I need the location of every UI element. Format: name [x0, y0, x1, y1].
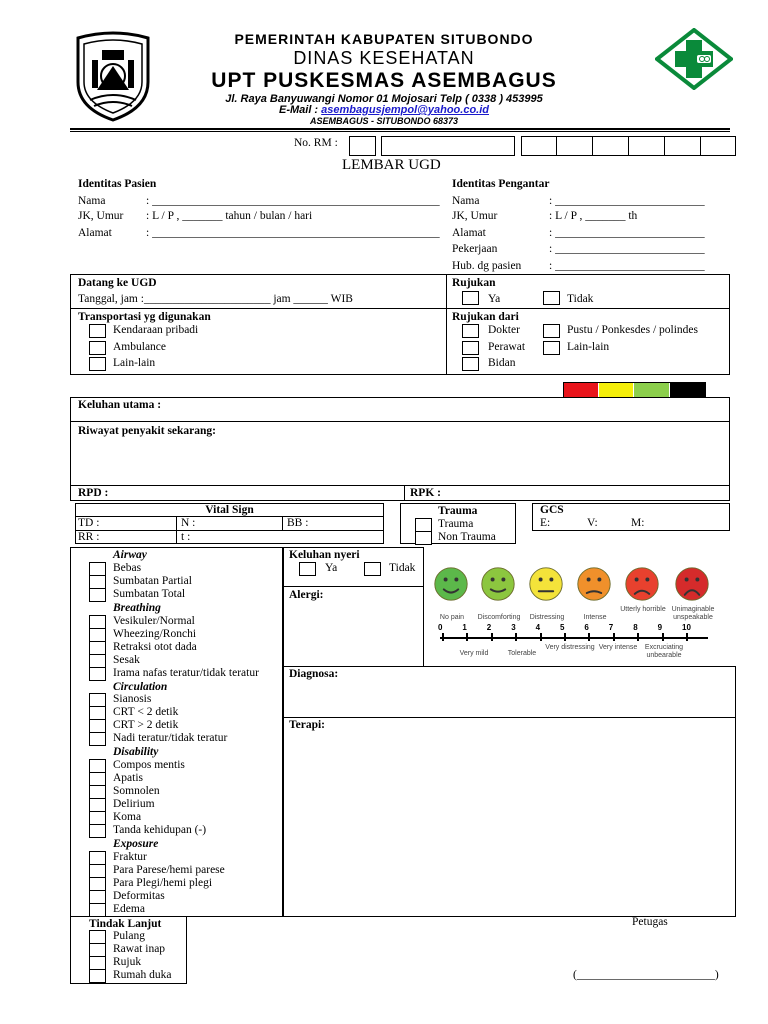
escort-job-label: Pekerjaan — [452, 243, 498, 255]
followup-title: Tindak Lanjut — [89, 918, 162, 930]
exposure-checkbox-4[interactable] — [89, 903, 106, 917]
pain-scale-tick — [588, 633, 590, 641]
escort-jk-label: JK, Umur — [452, 210, 498, 222]
main-complaint-label: Keluhan utama : — [78, 399, 162, 411]
circulation-option-label: Sianosis — [113, 693, 152, 705]
transport-ambulance-checkbox[interactable] — [89, 341, 106, 355]
disability-option-label: Compos mentis — [113, 759, 185, 771]
circulation-checkbox-0[interactable] — [89, 693, 106, 707]
pain-face-0-icon[interactable] — [433, 566, 473, 606]
pain-scale-lower-label: Very distressing — [545, 644, 595, 651]
pain-scale-tick — [515, 633, 517, 641]
breathing-checkbox-1[interactable] — [89, 628, 106, 642]
trauma-checkbox[interactable] — [415, 518, 432, 532]
transport-other-label: Lain-lain — [113, 357, 156, 369]
pain-scale-tick — [466, 633, 468, 641]
transport-private-checkbox[interactable] — [89, 324, 106, 338]
header-puskesmas: UPT PUSKESMAS ASEMBAGUS — [211, 69, 557, 92]
arrival-date-field[interactable]: Tanggal, jam :______________________ jam ______ WIB — [78, 293, 353, 305]
escort-section-title: Identitas Pengantar — [452, 178, 550, 190]
referral-no-checkbox[interactable] — [543, 291, 560, 305]
diagnosa-box[interactable] — [282, 666, 736, 718]
patient-name-field[interactable]: : __________________________________________________ — [146, 195, 440, 207]
escort-job-field[interactable]: : __________________________ — [549, 243, 705, 255]
assessment-heading-exposure: Exposure — [113, 838, 159, 850]
trauma-label: Trauma — [438, 518, 474, 530]
rpd-label: RPD : — [78, 487, 109, 499]
exposure-checkbox-3[interactable] — [89, 890, 106, 904]
triage-green[interactable] — [634, 383, 669, 397]
circulation-option-label: CRT < 2 detik — [113, 706, 179, 718]
disability-checkbox-3[interactable] — [89, 798, 106, 812]
pain-scale-number: 6 — [584, 623, 589, 632]
pain-scale-number: 4 — [535, 623, 541, 632]
pain-yes-label: Ya — [325, 562, 338, 574]
circulation-option-label: CRT > 2 detik — [113, 719, 179, 731]
header-divider-bottom — [70, 131, 730, 132]
rpd-divider — [70, 485, 730, 486]
alergi-label: Alergi: — [289, 589, 324, 601]
pain-scale-tick — [564, 633, 566, 641]
escort-address-label: Alamat — [452, 227, 486, 239]
pain-scale-number: 10 — [682, 623, 691, 632]
pain-scale-tick — [540, 633, 542, 641]
header-department: DINAS KESEHATAN — [293, 48, 475, 68]
exposure-option-label: Edema — [113, 903, 145, 915]
assessment-heading-airway: Airway — [113, 549, 147, 561]
triage-color-bar — [563, 382, 706, 398]
circulation-checkbox-1[interactable] — [89, 706, 106, 720]
escort-address-field[interactable]: : __________________________ — [549, 227, 705, 239]
pain-scale-lower-label: Excruciating unbearable — [644, 644, 684, 659]
referral-pustu-label: Pustu / Ponkesdes / polindes — [567, 324, 698, 336]
pain-scale-lower-label: Very mild — [459, 650, 489, 657]
escort-name-field[interactable]: : __________________________ — [549, 195, 705, 207]
n-label[interactable]: N : — [181, 517, 196, 529]
vital-sign-title: Vital Sign — [205, 504, 254, 516]
followup-refer-label: Rujuk — [113, 956, 142, 968]
header-government: PEMERINTAH KABUPATEN SITUBONDO — [234, 31, 534, 47]
disability-option-label: Somnolen — [113, 785, 160, 797]
vital-row-divider — [75, 530, 384, 531]
gcs-e[interactable]: E: — [540, 517, 551, 529]
arrival-row-divider — [70, 308, 730, 309]
transport-private-label: Kendaraan pribadi — [113, 324, 199, 336]
referral-pustu-checkbox[interactable] — [543, 324, 560, 338]
officer-signature-field[interactable]: (________________________) — [573, 969, 719, 981]
header-divider-top — [70, 128, 730, 130]
referral-doctor-checkbox[interactable] — [462, 324, 479, 338]
circulation-option-label: Nadi teratur/tidak teratur — [113, 732, 228, 744]
diagnosa-label: Diagnosa: — [289, 668, 339, 680]
breathing-checkbox-2[interactable] — [89, 641, 106, 655]
escort-name-label: Nama — [452, 195, 480, 207]
disability-option-label: Apatis — [113, 772, 144, 784]
followup-refer-checkbox[interactable] — [89, 956, 106, 970]
pain-scale-number: 8 — [633, 623, 638, 632]
pain-scale-number: 3 — [511, 623, 516, 632]
airway-option-label: Sumbatan Partial — [113, 575, 192, 587]
pain-face-label: No pain — [439, 614, 465, 621]
terapi-label: Terapi: — [289, 719, 325, 731]
terapi-box[interactable] — [282, 717, 736, 917]
no-rm-field-2[interactable] — [381, 136, 515, 156]
bb-label[interactable]: BB : — [287, 517, 309, 529]
rpd-rpk-divider — [404, 485, 405, 501]
pain-scale-number: 7 — [608, 623, 614, 632]
breathing-option-label: Irama nafas teratur/tidak teratur — [113, 667, 259, 679]
pain-scale-tick — [686, 633, 688, 641]
referral-yes-label: Ya — [488, 293, 501, 305]
exposure-checkbox-0[interactable] — [89, 851, 106, 865]
transport-ambulance-label: Ambulance — [113, 341, 167, 353]
email-link[interactable]: asembagusjempol@yahoo.co.id — [321, 104, 489, 116]
escort-relation-field[interactable]: : __________________________ — [549, 260, 705, 272]
exposure-checkbox-2[interactable] — [89, 877, 106, 891]
pain-scale — [428, 562, 728, 664]
airway-option-label: Sumbatan Total — [113, 588, 186, 600]
rr-label[interactable]: RR : — [78, 531, 100, 543]
non-trauma-label: Non Trauma — [438, 531, 496, 543]
pain-scale-number: 1 — [462, 623, 467, 632]
pain-scale-line — [440, 637, 708, 639]
pain-scale-tick — [442, 633, 444, 641]
disability-checkbox-1[interactable] — [89, 772, 106, 786]
pain-face-label: Intense — [583, 614, 607, 621]
pain-face-label: Unimaginable unspeakable — [671, 606, 715, 621]
breathing-option-label: Sesak — [113, 654, 140, 666]
patient-address-field[interactable]: : __________________________________________________ — [146, 227, 440, 239]
breathing-checkbox-0[interactable] — [89, 615, 106, 629]
circulation-checkbox-2[interactable] — [89, 719, 106, 733]
airway-checkbox-0[interactable] — [89, 562, 106, 576]
header-address: Jl. Raya Banyuwangi Nomor 01 Mojosari Telp ( 0338 ) 453995 — [225, 93, 543, 105]
disability-option-label: Tanda kehidupan (-) — [113, 824, 207, 836]
officer-label: Petugas — [632, 916, 668, 928]
exposure-option-label: Para Plegi/hemi plegi — [113, 877, 213, 889]
vital-col-divider-1 — [176, 516, 177, 544]
exposure-checkbox-1[interactable] — [89, 864, 106, 878]
breathing-option-label: Retraksi otot dada — [113, 641, 197, 653]
pain-scale-tick — [613, 633, 615, 641]
pain-scale-lower-label: Tolerable — [507, 650, 537, 657]
pain-scale-tick — [662, 633, 664, 641]
email-label: E-Mail : — [278, 104, 319, 116]
arrival-title: Datang ke UGD — [78, 277, 157, 289]
escort-relation-label: Hub. dg pasien — [452, 260, 522, 272]
airway-checkbox-1[interactable] — [89, 575, 106, 589]
complaints-divider — [70, 421, 730, 422]
pain-scale-tick — [637, 633, 639, 641]
pain-face-1-icon[interactable] — [480, 566, 520, 606]
disability-checkbox-0[interactable] — [89, 759, 106, 773]
airway-checkbox-2[interactable] — [89, 588, 106, 602]
pain-scale-lower-label: Very intense — [598, 644, 638, 651]
circulation-checkbox-3[interactable] — [89, 732, 106, 746]
patient-jk-label: JK, Umur — [78, 210, 124, 222]
pain-title: Keluhan nyeri — [289, 549, 360, 561]
disability-checkbox-4[interactable] — [89, 811, 106, 825]
pain-yes-checkbox[interactable] — [299, 562, 316, 576]
pain-face-4-icon[interactable] — [624, 566, 664, 606]
followup-home-label: Pulang — [113, 930, 145, 942]
referral-other-checkbox[interactable] — [543, 341, 560, 355]
transport-other-checkbox[interactable] — [89, 357, 106, 371]
escort-jk-field[interactable]: : L / P , _______ th — [549, 210, 638, 222]
referral-no-label: Tidak — [567, 293, 594, 305]
td-label[interactable]: TD : — [78, 517, 100, 529]
referral-yes-checkbox[interactable] — [462, 291, 479, 305]
pain-scale-number: 2 — [486, 623, 492, 632]
trauma-title: Trauma — [438, 505, 478, 517]
pain-face-label: Distressing — [529, 614, 565, 621]
referral-nurse-label: Perawat — [488, 341, 526, 353]
referral-midwife-label: Bidan — [488, 357, 516, 369]
referral-doctor-label: Dokter — [488, 324, 520, 336]
illness-history-label: Riwayat penyakit sekarang: — [78, 425, 217, 437]
disability-option-label: Koma — [113, 811, 142, 823]
assessment-heading-breathing: Breathing — [113, 602, 161, 614]
triage-black[interactable] — [670, 383, 705, 397]
vital-col-divider-2 — [282, 516, 283, 530]
transport-title: Transportasi yg digunakan — [78, 311, 211, 323]
exposure-option-label: Fraktur — [113, 851, 147, 863]
disability-option-label: Delirium — [113, 798, 155, 810]
referral-midwife-checkbox[interactable] — [462, 357, 479, 371]
triage-yellow[interactable] — [599, 383, 633, 397]
pain-scale-number: 9 — [657, 623, 663, 632]
triage-red[interactable] — [564, 383, 598, 397]
puskesmas-logo — [655, 28, 733, 90]
airway-option-label: Bebas — [113, 562, 142, 574]
pain-no-label: Tidak — [389, 562, 416, 574]
referral-title: Rujukan — [452, 277, 496, 289]
assessment-heading-disability: Disability — [113, 746, 159, 758]
pain-face-2-icon[interactable] — [528, 566, 568, 606]
form-title: LEMBAR UGD — [342, 157, 441, 173]
breathing-option-label: Vesikuler/Normal — [113, 615, 195, 627]
rpk-label: RPK : — [410, 487, 441, 499]
t-label[interactable]: t : — [181, 531, 191, 543]
pain-face-label: Utterly horrible — [620, 606, 666, 613]
breathing-checkbox-4[interactable] — [89, 667, 106, 681]
disability-checkbox-2[interactable] — [89, 785, 106, 799]
header-city: ASEMBAGUS - SITUBONDO 68373 — [309, 116, 459, 126]
non-trauma-checkbox[interactable] — [415, 531, 432, 545]
pain-face-label: Discomforting — [477, 614, 521, 621]
followup-inpatient-checkbox[interactable] — [89, 943, 106, 957]
breathing-option-label: Wheezing/Ronchi — [113, 628, 197, 640]
referral-nurse-checkbox[interactable] — [462, 341, 479, 355]
exposure-option-label: Para Parese/hemi parese — [113, 864, 225, 876]
patient-address-label: Alamat — [78, 227, 112, 239]
pain-face-5-icon[interactable] — [674, 566, 714, 606]
pain-no-checkbox[interactable] — [364, 562, 381, 576]
referral-other-label: Lain-lain — [567, 341, 610, 353]
followup-deceased-checkbox[interactable] — [89, 969, 106, 983]
gcs-m[interactable]: M: — [631, 517, 645, 529]
followup-inpatient-label: Rawat inap — [113, 943, 166, 955]
referral-from-title: Rujukan dari — [452, 311, 519, 323]
no-rm-field-1[interactable] — [349, 136, 376, 156]
disability-checkbox-5[interactable] — [89, 824, 106, 838]
no-rm-label: No. RM : — [294, 137, 338, 149]
pain-scale-number: 0 — [438, 623, 443, 632]
exposure-option-label: Deformitas — [113, 890, 165, 902]
patient-name-label: Nama — [78, 195, 106, 207]
gcs-title: GCS — [540, 504, 564, 516]
arrival-referral-divider — [446, 274, 447, 375]
followup-deceased-label: Rumah duka — [113, 969, 172, 981]
breathing-checkbox-3[interactable] — [89, 654, 106, 668]
patient-jk-field[interactable]: : L / P , _______ tahun / bulan / hari — [146, 210, 313, 222]
followup-home-checkbox[interactable] — [89, 930, 106, 944]
no-rm-field-3[interactable] — [521, 136, 736, 156]
pain-face-3-icon[interactable] — [576, 566, 616, 606]
gcs-v[interactable]: V: — [587, 517, 598, 529]
pain-scale-number: 5 — [560, 623, 565, 632]
patient-section-title: Identitas Pasien — [78, 178, 157, 190]
assessment-heading-circulation: Circulation — [113, 681, 168, 693]
pain-scale-tick — [491, 633, 493, 641]
